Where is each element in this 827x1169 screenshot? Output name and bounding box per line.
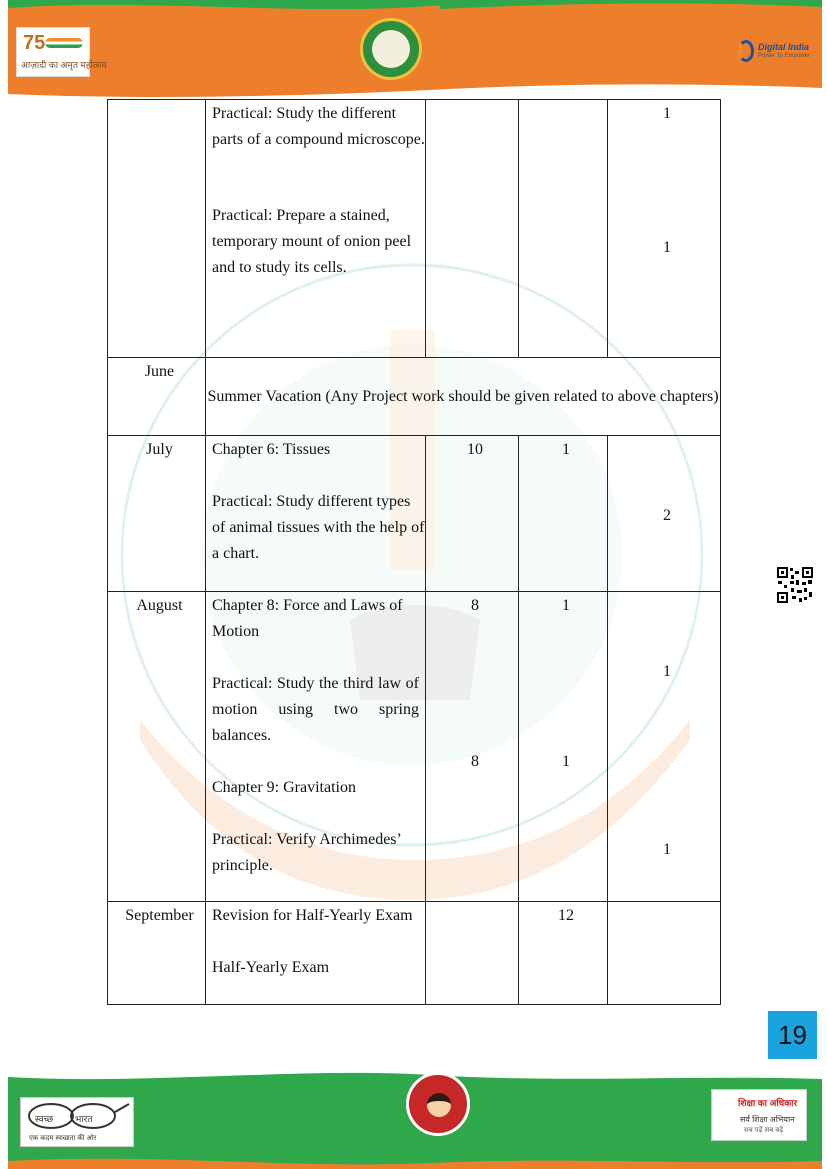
- periods-cell: [426, 902, 519, 1005]
- periods-cell: [426, 100, 519, 358]
- table-row: [108, 436, 721, 592]
- qr-code-icon[interactable]: [776, 566, 814, 604]
- board-seal-logo: [360, 18, 422, 80]
- table-row: [108, 592, 721, 902]
- practical-count-cell: 2: [608, 436, 721, 592]
- month-cell: August: [108, 592, 206, 902]
- summer-vacation-note: Summer Vacation (Any Project work should be given related to above chapters): [207, 388, 719, 405]
- month-cell: June: [108, 358, 206, 436]
- beti-bachao-logo: [406, 1072, 470, 1136]
- chapter-force-motion: Chapter 8: Force and Laws of Motion: [212, 597, 403, 640]
- right-to-education-logo: शिक्षा का अधिकार सर्व शिक्षा अभियान सब पढ़ें सब बढ़ें: [711, 1089, 807, 1141]
- content-cell: [206, 436, 426, 592]
- month-cell: September: [108, 902, 206, 1005]
- other-cell: 1 1: [519, 592, 608, 902]
- other-cell: [519, 100, 608, 358]
- girl-face-icon: [427, 1093, 451, 1117]
- periods-cell: 10: [426, 436, 519, 592]
- table-row: [108, 902, 721, 1005]
- content-cell: [206, 592, 426, 902]
- practical-microscope: Practical: Study the different parts of a compound microscope.: [212, 105, 425, 148]
- page-header: [0, 0, 827, 100]
- practical-onion-peel: Practical: Prepare a stained, temporary mount of onion peel and to study its cells.: [212, 207, 412, 276]
- month-cell: July: [108, 436, 206, 592]
- month-cell: [108, 100, 206, 358]
- digital-india-logo: Digital India Power To Empower: [738, 38, 800, 68]
- table-row: [108, 100, 721, 358]
- chapter-gravitation: Chapter 9: Gravitation: [212, 779, 356, 796]
- azadi-amrit-mahotsav-logo: 75 आज़ादी का अमृत महोत्सव: [16, 27, 90, 77]
- periods-cell: 8 8: [426, 592, 519, 902]
- content-cell: [206, 902, 426, 1005]
- syllabus-table: [107, 99, 721, 1005]
- swachh-bharat-logo: स्वच्छ भारत एक कदम स्वच्छता की ओर: [20, 1097, 134, 1147]
- other-cell: 12: [519, 902, 608, 1005]
- revision-half-yearly: Revision for Half-Yearly Exam: [212, 907, 413, 924]
- half-yearly-exam: Half-Yearly Exam: [212, 959, 330, 976]
- page-number: 19: [768, 1011, 817, 1059]
- practical-animal-tissues: Practical: Study different types of animal tissues with the help of a chart.: [212, 493, 425, 562]
- azadi-logo-caption: आज़ादी का अमृत महोत्सव: [21, 60, 107, 70]
- practical-archimedes: Practical: Verify Archimedes’ principle.: [212, 831, 401, 874]
- content-cell: [206, 100, 426, 358]
- practical-count-cell: 1 1: [608, 592, 721, 902]
- practical-count-cell: 1 1: [608, 100, 721, 358]
- other-cell: 1: [519, 436, 608, 592]
- chapter-tissues: Chapter 6: Tissues: [212, 441, 331, 458]
- vacation-cell: [206, 358, 721, 436]
- table-row: [108, 358, 721, 436]
- practical-third-law: Practical: Study the third law of motion using two spring balances.: [212, 675, 419, 744]
- practical-count-cell: [608, 902, 721, 1005]
